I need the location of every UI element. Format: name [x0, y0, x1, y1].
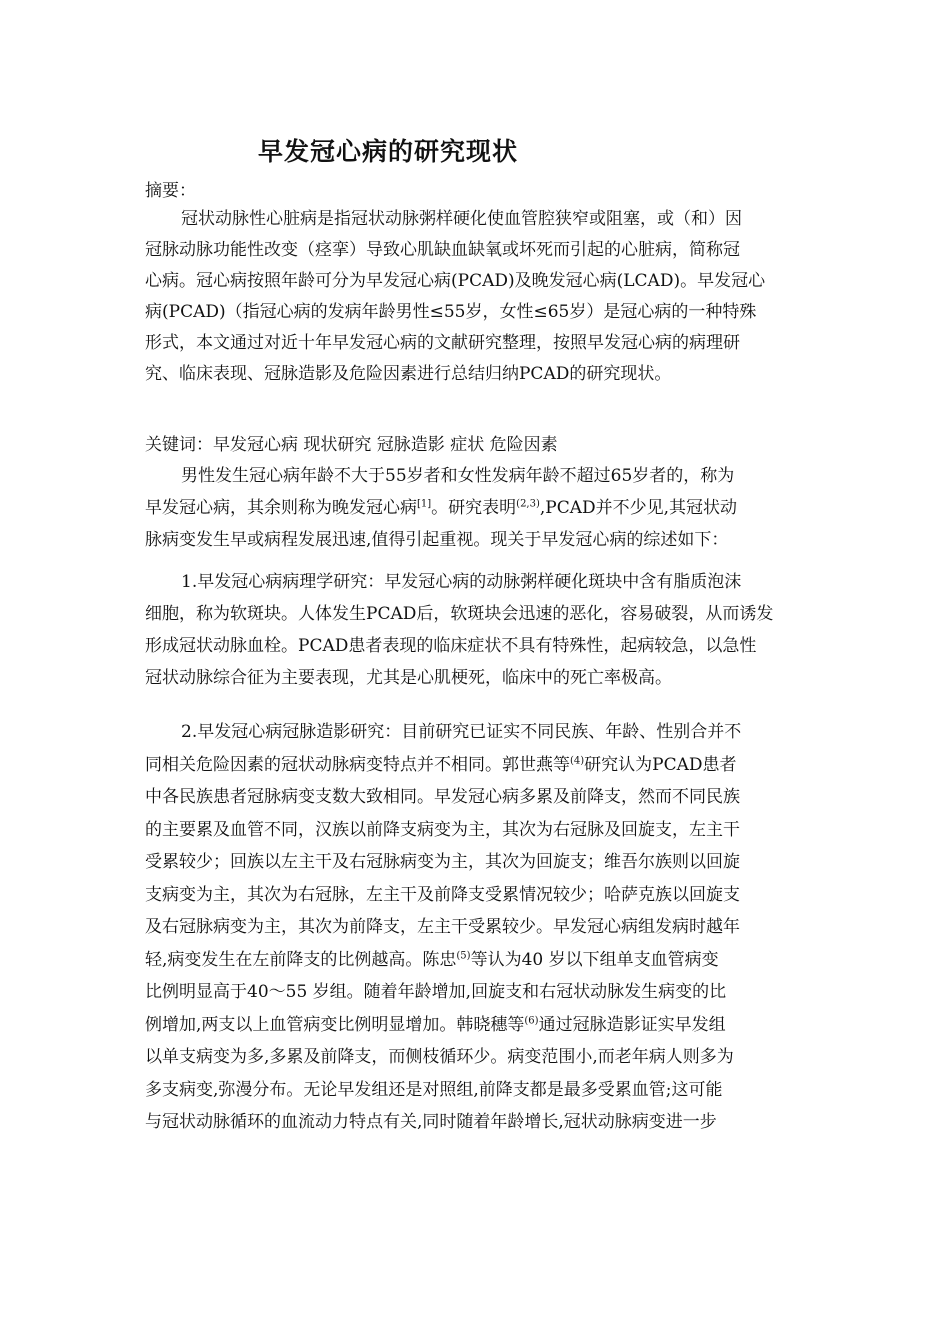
abstract-label: 摘要： [145, 181, 196, 201]
abstract-line: 病(PCAD)（指冠心病的发病年龄男性≤55岁，女性≤65岁）是冠心病的一种特殊 [145, 302, 757, 322]
section1-line: 1.早发冠心病病理学研究：早发冠心病的动脉粥样硬化斑块中含有脂质泡沫 [181, 572, 742, 592]
section1-paragraph [145, 566, 807, 694]
section2-line: 2.早发冠心病冠脉造影研究：目前研究已证实不同民族、年龄、性别合并不 [181, 722, 742, 742]
section2-line [145, 944, 807, 977]
abstract-line: 究、临床表现、冠脉造影及危险因素进行总结归纳PCAD的研究现状。 [145, 364, 672, 384]
section1-line: 冠状动脉综合征为主要表现，尤其是心肌梗死，临床中的死亡率极高。 [145, 668, 672, 688]
section2-line: 以单支病变为多,多累及前降支，而侧枝循环少。病变范围小,而老年病人则多为 [145, 1047, 734, 1067]
section2-text: 轻,病变发生在左前降支的比例越高。陈忠 [145, 949, 457, 970]
section2-text: 例增加,两支以上血管病变比例明显增加。韩晓穗等 [145, 1014, 525, 1035]
section2-line: 多支病变,弥漫分布。无论早发组还是对照组,前降支都是最多受累血管;这可能 [145, 1079, 723, 1100]
citation-ref-4: (4) [570, 754, 585, 766]
section2-line [145, 1009, 807, 1042]
section2-text: 通过冠脉造影证实早发组 [538, 1014, 726, 1035]
section2-line: 及右冠脉病变为主，其次为前降支，左主干受累较少。早发冠心病组发病时越年 [145, 917, 740, 937]
abstract-line: 形式，本文通过对近十年早发冠心病的文献研究整理，按照早发冠心病的病理研 [145, 333, 740, 353]
keywords-line: 关键词：早发冠心病 现状研究 冠脉造影 症状 危险因素 [145, 435, 558, 455]
page-title: 早发冠心病的研究现状 [258, 137, 519, 166]
intro-line [145, 492, 807, 524]
intro-line: 脉病变发生早或病程发展迅速,值得引起重视。现关于早发冠心病的综述如下： [145, 530, 729, 550]
section2-line: 的主要累及血管不同，汉族以前降支病变为主，其次为右冠脉及回旋支，左主干 [145, 819, 740, 840]
section2-text: 研究认为PCAD患者 [584, 754, 737, 775]
section1-line: 形成冠状动脉血栓。PCAD患者表现的临床症状不具有特殊性，起病较急，以急性 [145, 636, 757, 656]
intro-line: 男性发生冠心病年龄不大于55岁者和女性发病年龄不超过65岁者的，称为 [181, 466, 735, 486]
section2-line: 与冠状动脉循环的血流动力特点有关,同时随着年龄增长,冠状动脉病变进一步 [145, 1112, 717, 1132]
intro-text: 。研究表明 [431, 498, 517, 518]
section2-line: 受累较少；回族以左主干及右冠脉病变为主，其次为回旋支；维吾尔族则以回旋 [145, 852, 740, 872]
section2-paragraph [145, 716, 807, 1139]
section2-line: 中各民族患者冠脉病变支数大致相同。早发冠心病多累及前降支，然而不同民族 [145, 787, 740, 807]
citation-ref-2-3: (2,3) [516, 498, 540, 510]
section1-line: 细胞，称为软斑块。人体发生PCAD后，软斑块会迅速的恶化，容易破裂，从而诱发 [145, 604, 774, 624]
section2-line: 比例明显高于40～55 岁组。随着年龄增加,回旋支和右冠状动脉发生病变的比 [145, 982, 727, 1002]
citation-ref-5: (5) [456, 949, 471, 961]
intro-paragraph [145, 460, 807, 556]
section2-line: 支病变为主，其次为右冠脉，左主干及前降支受累情况较少；哈萨克族以回旋支 [145, 884, 740, 905]
intro-text: ,PCAD并不少见,其冠状动 [539, 498, 738, 518]
abstract-line: 心病。冠心病按照年龄可分为早发冠心病(PCAD)及晚发冠心病(LCAD)。早发冠心 [145, 271, 766, 291]
section2-text: 等认为40 岁以下组单支血管病变 [470, 949, 719, 970]
citation-ref-6: (6) [524, 1014, 539, 1026]
citation-ref-1: [1] [417, 498, 432, 510]
abstract-paragraph [145, 204, 807, 390]
abstract-line: 冠脉动脉功能性改变（痉挛）导致心肌缺血缺氧或坏死而引起的心脏病，简称冠 [145, 240, 740, 260]
abstract-line: 冠状动脉性心脏病是指冠状动脉粥样硬化使血管腔狭窄或阻塞，或（和）因 [181, 209, 742, 229]
section2-line [145, 749, 807, 782]
intro-text: 早发冠心病，其余则称为晚发冠心病 [145, 498, 417, 518]
section2-text: 同相关危险因素的冠状动脉病变特点并不相同。郭世燕等 [145, 754, 570, 775]
